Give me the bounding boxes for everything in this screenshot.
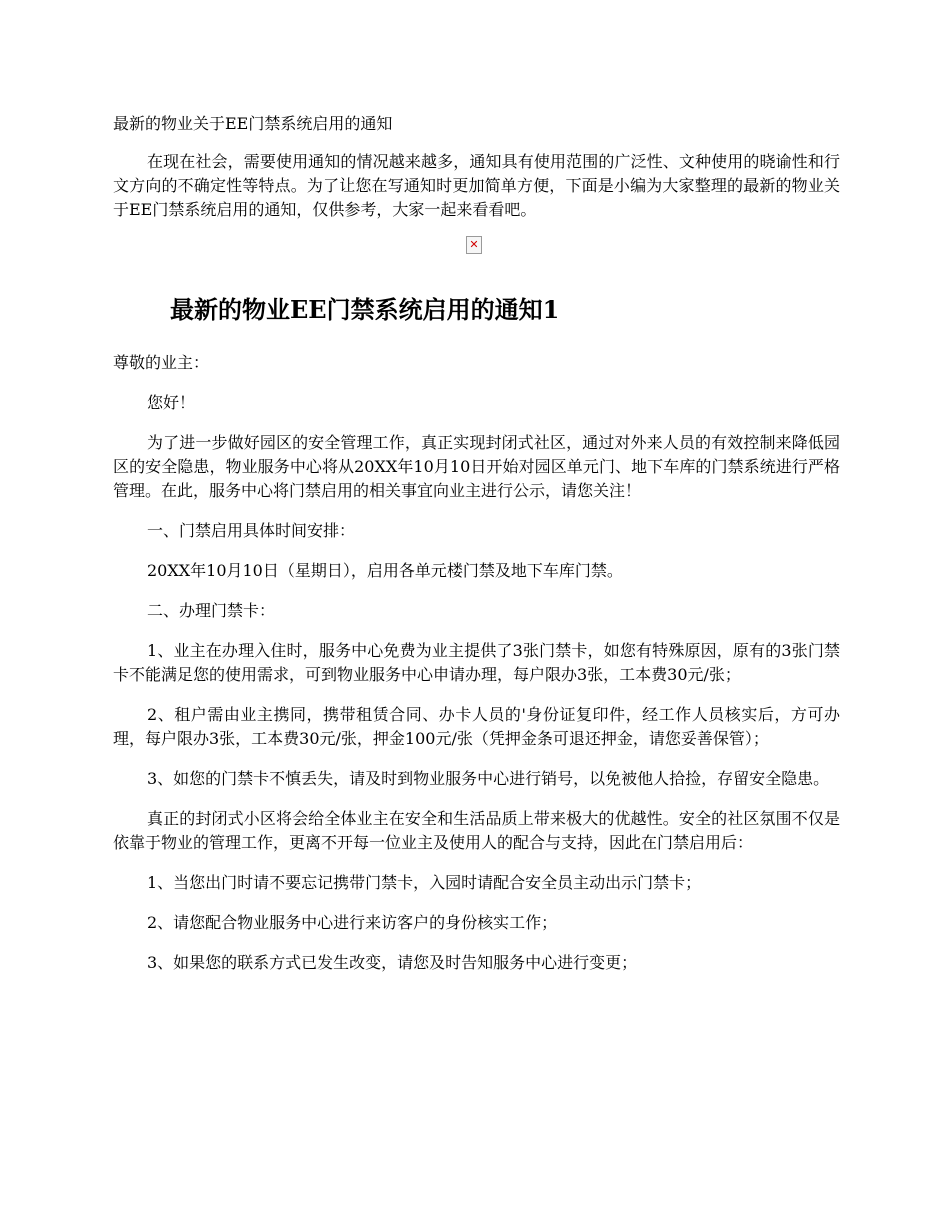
broken-image-icon: ✕ xyxy=(466,236,482,254)
body-paragraph-2: 真正的封闭式小区将会给全体业主在安全和生活品质上带来极大的优越性。安全的社区氛围不仅是依靠于物业的管理工作，更离不开每一位业主及使用人的配合与支持，因此在门禁启用后： xyxy=(113,809,840,852)
notice-heading: 最新的物业EE门禁系统启用的通知1 xyxy=(170,295,560,324)
salutation: 尊敬的业主： xyxy=(113,353,210,372)
section-1-text: 20XX年10月10日（星期日），启用各单元楼门禁及地下车库门禁。 xyxy=(147,561,623,580)
document-top-title: 最新的物业关于EE门禁系统启用的通知 xyxy=(113,114,393,133)
requirement-2: 2、请您配合物业服务中心进行来访客户的身份核实工作； xyxy=(147,913,558,932)
image-placeholder xyxy=(113,236,840,256)
section-2-title: 二、办理门禁卡： xyxy=(147,601,276,620)
requirement-1: 1、当您出门时请不要忘记携带门禁卡，入园时请配合安全员主动出示门禁卡； xyxy=(147,873,702,892)
list-item-3: 3、如您的门禁卡不慎丢失，请及时到物业服务中心进行销号，以免被他人拾捡，存留安全隐患。 xyxy=(147,769,830,788)
body-paragraph-1: 为了进一步做好园区的安全管理工作，真正实现封闭式社区，通过对外来人员的有效控制来降低园区的安全隐患，物业服务中心将从20XX年10月10日开始对园区单元门、地下车库的门禁系统进行严格管理。在此，服务中心将门禁启用的相关事宜向业主进行公示，请您关注！ xyxy=(113,433,840,500)
requirement-3: 3、如果您的联系方式已发生改变，请您及时告知服务中心进行变更； xyxy=(147,953,638,972)
greeting: 您好！ xyxy=(147,393,196,412)
section-1-title: 一、门禁启用具体时间安排： xyxy=(147,521,356,540)
list-item-1: 1、业主在办理入住时，服务中心免费为业主提供了3张门禁卡，如您有特殊原因，原有的3张门禁卡不能满足您的使用需求，可到物业服务中心申请办理，每户限办3张，工本费30元/张； xyxy=(113,641,840,684)
document-page xyxy=(113,112,840,991)
list-item-2: 2、租户需由业主携同，携带租赁合同、办卡人员的'身份证复印件，经工作人员核实后，方可办理，每户限办3张，工本费30元/张，押金100元/张（凭押金条可退还押金，请您妥善保管）； xyxy=(113,705,840,748)
intro-paragraph: 在现在社会，需要使用通知的情况越来越多，通知具有使用范围的广泛性、文种使用的晓谕性和行文方向的不确定性等特点。为了让您在写通知时更加简单方便，下面是小编为大家整理的最新的物业关于EE门禁系统启用的通知，仅供参考，大家一起来看看吧。 xyxy=(113,152,840,219)
